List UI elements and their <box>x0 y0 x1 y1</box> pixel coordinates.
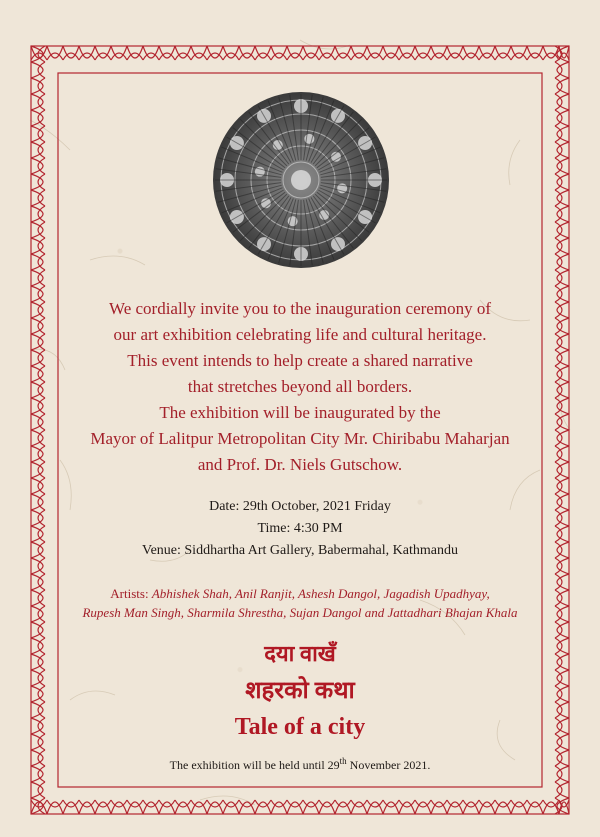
closing-note <box>40 752 560 774</box>
invitation-line: We cordially invite you to the inauguration ceremony of <box>109 299 491 318</box>
invitation-line: that stretches beyond all borders. <box>187 377 413 396</box>
invitation-line: our art exhibition celebrating life and cultural heritage. <box>113 325 487 344</box>
event-venue: Venue: Siddhartha Art Gallery, Babermahal, Kathmandu <box>142 543 458 558</box>
invitation-message <box>40 296 560 478</box>
invitation-line: and Prof. Dr. Niels Gutschow. <box>197 455 403 474</box>
closing-note-prefix: The exhibition will be held until 29 <box>169 758 340 772</box>
artists-line: Rupesh Man Singh, Sharmila Shrestha, Sujan Dangol and Jattadhari Bhajan Khala <box>82 605 518 620</box>
artists-list <box>40 584 560 622</box>
mandala-medallion <box>211 90 391 270</box>
invitation-line: The exhibition will be inaugurated by the <box>159 403 441 422</box>
event-time: Time: 4:30 PM <box>257 521 343 536</box>
closing-note-suffix: November 2021. <box>346 758 431 772</box>
closing-note-ordinal: th <box>339 756 347 766</box>
invitation-line: Mayor of Lalitpur Metropolitan City Mr. Chiribabu Maharjan <box>90 429 510 448</box>
artists-line: Abhishek Shah, Anil Ranjit, Ashesh Dangol, Jagadish Upadhyay, <box>151 586 490 601</box>
event-details <box>40 496 560 562</box>
invitation-line: This event intends to help create a shared narrative <box>127 351 473 370</box>
title-newari: दया वाखँ <box>264 641 336 666</box>
title-nepali: शहरको कथा <box>245 678 355 704</box>
event-date: Date: 29th October, 2021 Friday <box>209 499 391 514</box>
title-english: Tale of a city <box>234 714 366 740</box>
artists-label: Artists: <box>110 586 149 601</box>
